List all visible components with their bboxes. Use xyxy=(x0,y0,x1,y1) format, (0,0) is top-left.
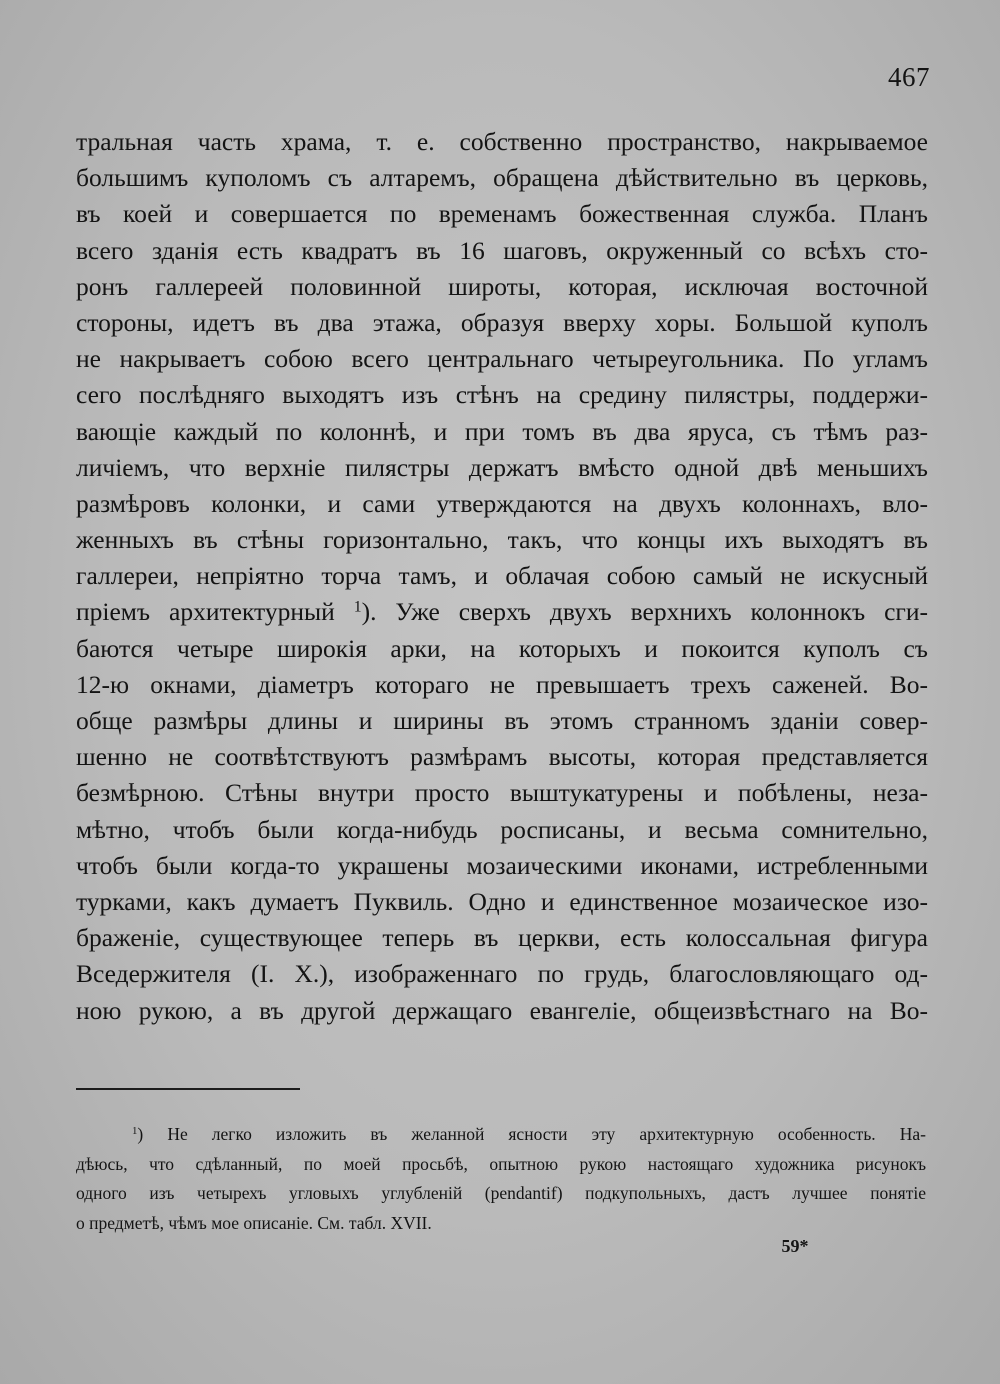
text-line: большимъ куполомъ съ алтаремъ, обращена дѣйствительно въ церковь, xyxy=(76,163,928,193)
text-line: 12-ю окнами, діаметръ котораго не превышаетъ трехъ саженей. Во- xyxy=(76,669,928,699)
footnote-separator xyxy=(76,1088,300,1090)
text-line: сего послѣдняго выходятъ изъ стѣнъ на средину пилястры, поддержи- xyxy=(76,380,928,410)
text-line: турками, какъ думаетъ Пуквиль. Одно и единственное мозаическое изо- xyxy=(76,886,928,916)
text-line: тральная часть храма, т. е. собственно пространство, накрываемое xyxy=(76,127,928,156)
footnote-line: одного изъ четырехъ угловыхъ углубленій (pendantif) подкупольныхъ, дастъ лучшее понятіе xyxy=(76,1183,926,1203)
footnote-marker: 1 xyxy=(132,1125,138,1138)
text-line: ронъ галлереей половинной широты, которая, исключая восточной xyxy=(76,271,928,301)
text-line: стороны, идетъ въ два этажа, образуя вверху хоры. Большой куполъ xyxy=(76,307,928,337)
footnote xyxy=(76,1120,926,1238)
text-line: женныхъ въ стѣны горизонтально, такъ, что концы ихъ выходятъ въ xyxy=(76,525,928,555)
text-segment: пріемъ архитектурный xyxy=(76,597,335,627)
main-text xyxy=(76,124,928,1029)
text-line: мѣтно, чтобъ были когда-нибудь росписаны, и весьма сомнительно, xyxy=(76,814,928,844)
text-line-with-footnote-ref xyxy=(76,594,928,630)
text-line: въ коей и совершается по временамъ божественная служба. Планъ xyxy=(76,199,928,229)
footnote-reference: 1 xyxy=(353,598,362,616)
page-number: 467 xyxy=(888,62,930,92)
text-line: обще размѣры длины и ширины въ этомъ странномъ зданіи совер- xyxy=(76,706,928,735)
text-line: безмѣрною. Стѣны внутри просто выштукатурены и побѣлены, неза- xyxy=(76,778,928,808)
text-line: не накрываетъ собою всего центральнаго четыреугольника. По угламъ xyxy=(76,344,928,374)
text-line: баются четыре широкія арки, на которыхъ и покоится куполъ съ xyxy=(76,633,928,663)
text-line: ною рукою, а въ другой держащаго евангеліе, общеизвѣстнаго на Во- xyxy=(76,995,928,1025)
text-line: галлереи, непріятно торча тамъ, и облачая собою самый не искусный xyxy=(76,561,928,591)
footnote-line: о предметѣ, чѣмъ мое описаніе. См. табл. XVII. xyxy=(76,1212,432,1233)
footnote-line: дѣюсь, что сдѣланный, по моей просьбѣ, опытною рукою настоящаго художника рисунокъ xyxy=(76,1153,926,1174)
footnote-line xyxy=(76,1120,926,1150)
text-line: вающіе каждый по колоннѣ, и при томъ въ два яруса, съ тѣмъ раз- xyxy=(76,416,928,446)
text-line: браженіе, существующее теперь въ церкви, есть колоссальная фигура xyxy=(76,923,928,953)
text-segment: ). Уже сверхъ двухъ верхнихъ колоннокъ сги- xyxy=(361,597,928,627)
text-line: шенно не соотвѣтствуютъ размѣрамъ высоты, которая представляется xyxy=(76,742,928,772)
text-line: чтобъ были когда-то украшены мозаическими иконами, истребленными xyxy=(76,850,928,880)
text-line: личіемъ, что верхніе пилястры держатъ вмѣсто одной двѣ меньшихъ xyxy=(76,452,928,482)
text-line: Вседержителя (І. Х.), изображеннаго по грудь, благословляющаго од- xyxy=(76,959,928,989)
text-line: всего зданія есть квадратъ въ 16 шаговъ, окруженный со всѣхъ сто- xyxy=(76,235,928,265)
footnote-text: ) Не легко изложить въ желанной ясности эту архитектурную особенность. На- xyxy=(137,1124,926,1144)
text-line: размѣровъ колонки, и сами утверждаются на двухъ колоннахъ, вло- xyxy=(76,488,928,518)
signature-mark: 59* xyxy=(781,1236,809,1256)
